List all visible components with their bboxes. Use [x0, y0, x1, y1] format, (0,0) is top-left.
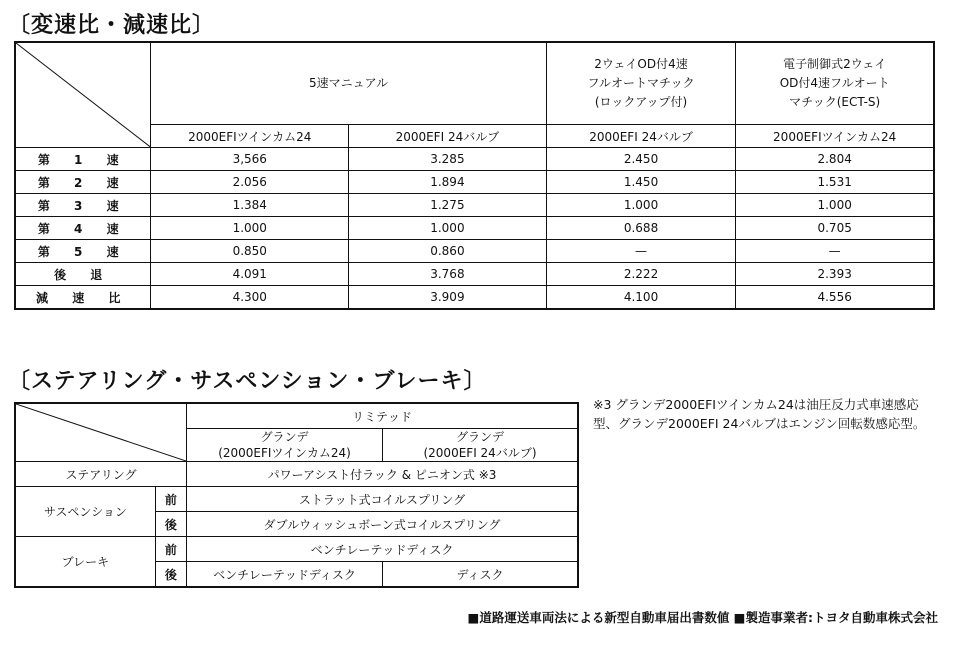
ratio-value: 2.056: [151, 171, 349, 194]
ratio-value: 0.705: [736, 217, 934, 240]
ratio-value: 2.804: [736, 148, 934, 171]
sub-header: 2000EFI 24バルブ: [546, 125, 736, 148]
ratio-value: 2.450: [546, 148, 736, 171]
suspension-front: ストラット式コイルスプリング: [187, 487, 579, 512]
row-label: 第 4 速: [15, 217, 151, 240]
row-label: 第 3 速: [15, 194, 151, 217]
ratio-value: 3,566: [151, 148, 349, 171]
gear-ratio-table: [14, 41, 935, 310]
steering-value: パワーアシスト付ラック & ピニオン式 ※3: [187, 462, 579, 487]
ratio-value: 0.688: [546, 217, 736, 240]
col-header: グランデ (2000EFI 24バルブ): [383, 429, 579, 462]
footnote-3: ※3 グランデ2000EFIツインカム24は油圧反力式車速感応型、グランデ2000EFI 24バルブはエンジン回転数感応型。: [593, 397, 926, 431]
suspension-rear: ダブルウィッシュボーン式コイルスプリング: [187, 512, 579, 537]
front-label: 前: [155, 537, 186, 562]
row-label: 減 速 比: [15, 286, 151, 310]
brake-rear-1: ベンチレーテッドディスク: [187, 562, 383, 588]
table-row: [15, 462, 578, 487]
ratio-value: 1.384: [151, 194, 349, 217]
table-row: [15, 217, 934, 240]
ratio-value: 2.393: [736, 263, 934, 286]
rear-label: 後: [155, 562, 186, 588]
footer-note: ■道路運送車両法による新型自動車届出書数値 ■製造事業者:トヨタ自動車株式会社: [467, 610, 938, 625]
group-header-ect: 電子制御式2ウェイ OD付4速フルオート マチック(ECT-S): [736, 42, 934, 125]
sub-header: 2000EFI 24バルブ: [349, 125, 547, 148]
brake-label: ブレーキ: [15, 537, 155, 588]
limited-header: リミテッド: [187, 403, 579, 429]
ratio-value: 1.000: [736, 194, 934, 217]
ratio-value: 1.450: [546, 171, 736, 194]
ratio-value: 4.100: [546, 286, 736, 310]
ratio-value: 1.000: [546, 194, 736, 217]
brake-front: ベンチレーテッドディスク: [187, 537, 579, 562]
row-label: 第 5 速: [15, 240, 151, 263]
ratio-value: 3.768: [349, 263, 547, 286]
table-row: [15, 286, 934, 310]
ratio-value: 1.275: [349, 194, 547, 217]
ratio-value: 4.091: [151, 263, 349, 286]
ratio-value: —: [546, 240, 736, 263]
steering-label: ステアリング: [15, 462, 187, 487]
table-row: [15, 263, 934, 286]
row-label: 後 退: [15, 263, 151, 286]
table-row: [15, 148, 934, 171]
ratio-value: 1.894: [349, 171, 547, 194]
front-label: 前: [155, 487, 186, 512]
row-label: 第 2 速: [15, 171, 151, 194]
ratio-value: —: [736, 240, 934, 263]
brake-rear-2: ディスク: [383, 562, 579, 588]
corner-cell: [15, 403, 187, 462]
table-row: [15, 487, 578, 512]
gear-ratio-title: 〔変速比・減速比〕: [8, 13, 216, 38]
table-row: [15, 240, 934, 263]
group-header-manual: 5速マニュアル: [151, 42, 546, 125]
ratio-value: 1.000: [349, 217, 547, 240]
ratio-value: 1.531: [736, 171, 934, 194]
chassis-table: [14, 402, 579, 588]
ratio-value: 2.222: [546, 263, 736, 286]
col-header: グランデ (2000EFIツインカム24): [187, 429, 383, 462]
corner-cell: [15, 42, 151, 148]
ratio-value: 3.909: [349, 286, 547, 310]
ratio-value: 0.860: [349, 240, 547, 263]
row-label: 第 1 速: [15, 148, 151, 171]
table-row: [15, 194, 934, 217]
sub-header: 2000EFIツインカム24: [736, 125, 934, 148]
sub-header: 2000EFIツインカム24: [151, 125, 349, 148]
ratio-value: 4.300: [151, 286, 349, 310]
chassis-title: 〔ステアリング・サスペンション・ブレーキ〕: [8, 369, 487, 394]
ratio-value: 3.285: [349, 148, 547, 171]
group-header-at: 2ウェイOD付4速 フルオートマチック (ロックアップ付): [546, 42, 736, 125]
ratio-value: 1.000: [151, 217, 349, 240]
ratio-value: 0.850: [151, 240, 349, 263]
suspension-label: サスペンション: [15, 487, 155, 537]
table-row: [15, 537, 578, 562]
ratio-value: 4.556: [736, 286, 934, 310]
rear-label: 後: [155, 512, 186, 537]
table-row: [15, 171, 934, 194]
